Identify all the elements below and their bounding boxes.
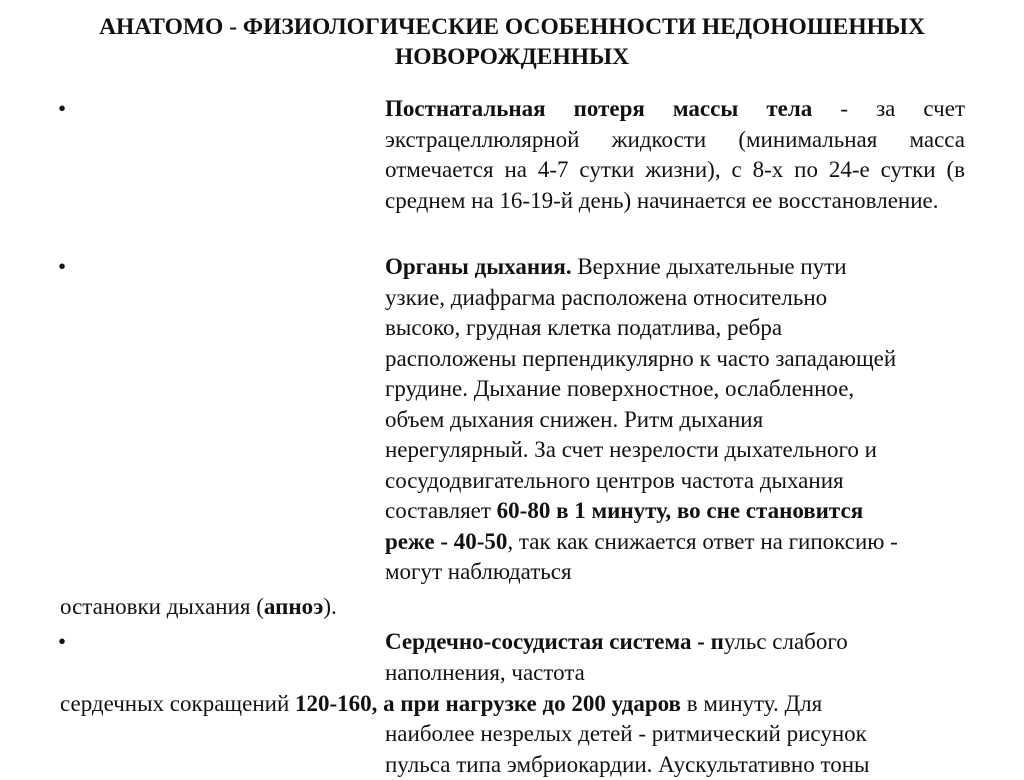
respiratory-line-1-text: Верхние дыхательные пути [572,254,847,279]
cardio-line: наполнения, частота [385,658,965,689]
cardio-paragraph-continued [385,719,965,780]
cardio-line-1-text: ульс слабого [724,629,848,654]
bullet-respiratory: • [58,252,66,283]
respiratory-line: узкие, диафрагма расположена относительно [385,283,965,314]
apnea-suffix: ). [323,594,336,619]
respiratory-line: могут наблюдаться [385,557,965,588]
respiratory-line: расположены перпендикулярно к часто западающей [385,344,965,375]
respiratory-line [385,496,965,527]
cardio-heading: Сердечно-сосудистая система - п [385,629,724,654]
weight-heading: Постнатальная потеря массы тела [385,96,812,121]
apnea-prefix: остановки дыхания ( [60,594,264,619]
respiratory-line-10-text: , так как снижается ответ на гипоксию - [507,529,897,554]
heart-rate-prefix: сердечных сокращений [60,691,295,716]
bullet-weight: • [58,94,66,125]
apnea-term: апноэ [264,594,323,619]
respiratory-apnea-line [60,592,337,623]
cardio-paragraph [385,627,965,688]
respiratory-line [385,252,965,283]
heart-rate-suffix: в минуту. Для [681,691,822,716]
weight-text: - за счет экстрацеллюлярной жидкости (минимальная масса отмечается на 4-7 сутки жизни), с 8-х по 24-е сутки (в среднем на 16-19-й день) начинается ее восстановление. [385,96,965,213]
respiratory-line: объем дыхания снижен. Ритм дыхания [385,405,965,436]
respiratory-line: грудине. Дыхание поверхностное, ослабленное, [385,374,965,405]
heart-rate-values: 120-160, а при нагрузке до 200 ударов [295,691,681,716]
bullet-cardio: • [58,627,66,658]
respiratory-heading: Органы дыхания. [385,254,572,279]
cardio-line: пульса типа эмбриокардии. Аускультативно тоны [385,750,965,780]
respiratory-line: сосудодвигательного центров частота дыхания [385,466,965,497]
weight-paragraph [385,94,965,216]
respiratory-sleep-rate: реже - 40-50 [385,529,507,554]
cardio-line [385,627,965,658]
cardio-heart-rate-line [60,689,822,720]
respiratory-line: высоко, грудная клетка податлива, ребра [385,313,965,344]
title-line-1: АНАТОМО - ФИЗИОЛОГИЧЕСКИЕ ОСОБЕННОСТИ НЕДОНОШЕННЫХ [30,12,994,42]
cardio-line: наиболее незрелых детей - ритмический рисунок [385,719,965,750]
respiratory-line: нерегулярный. За счет незрелости дыхательного и [385,435,965,466]
slide-title [30,12,994,72]
respiratory-line-9-text: составляет [385,498,497,523]
respiratory-rate: 60-80 в 1 минуту, во сне становится [497,498,864,523]
title-line-2: НОВОРОЖДЕННЫХ [30,42,994,72]
respiratory-line [385,527,965,558]
respiratory-paragraph [385,252,965,588]
